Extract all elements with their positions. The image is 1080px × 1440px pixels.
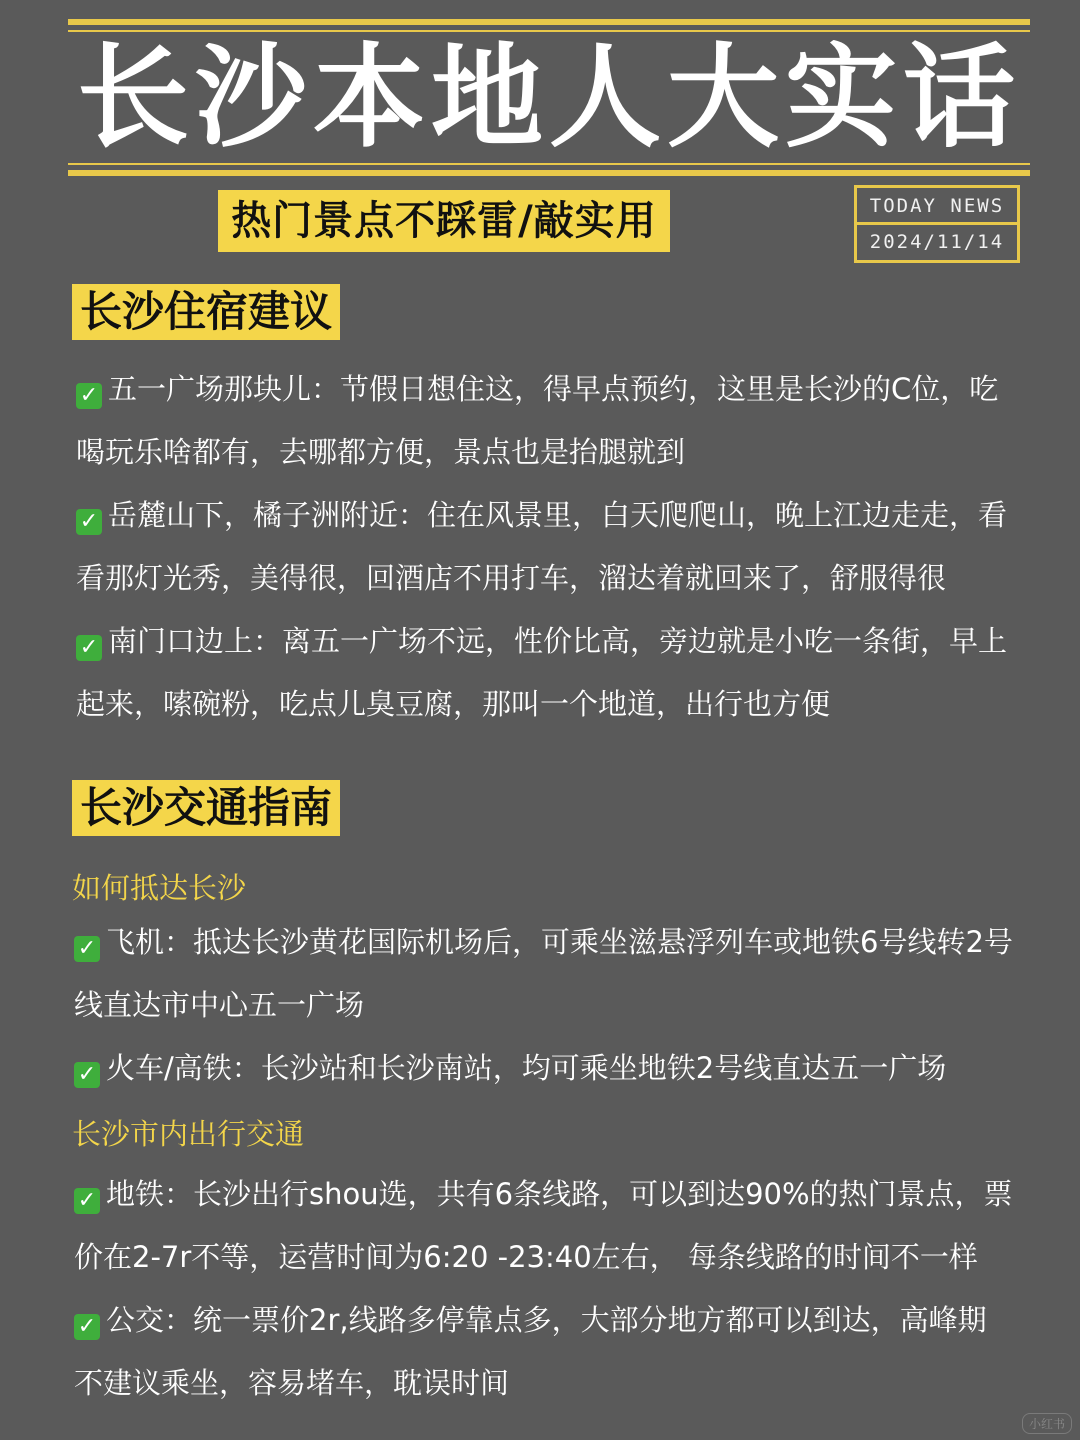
news-box-divider xyxy=(857,222,1017,225)
list-item-text: 火车/高铁：长沙站和长沙南站，均可乘坐地铁2号线直达五一广场 xyxy=(106,1051,947,1085)
list-item-text: 公交：统一票价2r,线路多停靠点多，大部分地方都可以到达，高峰期不建议乘坐，容易堵车，耽误时间 xyxy=(74,1303,987,1400)
list-item-text: 飞机：抵达长沙黄花国际机场后，可乘坐滋悬浮列车或地铁6号线转2号线直达市中心五一广场 xyxy=(74,925,1013,1022)
section-heading-transport: 长沙交通指南 xyxy=(72,780,340,836)
list-item-text: 五一广场那块儿：节假日想住这，得早点预约，这里是长沙的C位，吃喝玩乐啥都有，去哪都方便，景点也是抬腿就到 xyxy=(76,372,999,469)
list-item xyxy=(76,610,1016,736)
list-item xyxy=(76,484,1016,610)
news-date: 2024/11/14 xyxy=(869,231,1005,253)
check-mark-icon: ✓ xyxy=(76,635,102,661)
list-item-text: 岳麓山下，橘子洲附近：住在风景里，白天爬爬山，晚上江边走走，看看那灯光秀，美得很，回酒店不用打车，溜达着就回来了，舒服得很 xyxy=(76,498,1008,595)
list-item xyxy=(74,1289,1014,1415)
check-mark-icon: ✓ xyxy=(74,1062,100,1088)
check-mark-icon: ✓ xyxy=(76,383,102,409)
watermark: 小红书 xyxy=(1022,1413,1072,1434)
list-item xyxy=(76,358,1016,484)
bottom-rule-thin xyxy=(68,163,1030,165)
page-title: 长沙本地人大实话 xyxy=(77,33,1021,163)
check-mark-icon: ✓ xyxy=(74,936,100,962)
list-item xyxy=(74,1163,1014,1289)
check-mark-icon: ✓ xyxy=(74,1314,100,1340)
section-heading-accommodation: 长沙住宿建议 xyxy=(72,284,340,340)
news-date-box xyxy=(854,185,1020,263)
list-item xyxy=(74,1037,1014,1100)
news-label: TODAY NEWS xyxy=(869,195,1005,217)
top-rule-thick xyxy=(68,19,1030,25)
subheading-arrive: 如何抵达长沙 xyxy=(72,871,247,905)
check-mark-icon: ✓ xyxy=(76,509,102,535)
check-mark-icon: ✓ xyxy=(74,1188,100,1214)
list-item-text: 地铁：长沙出行shou选，共有6条线路，可以到达90%的热门景点，票价在2-7r不等，运营时间为6:20 -23:40左右， 每条线路的时间不一样 xyxy=(74,1177,1013,1274)
list-item-text: 南门口边上：离五一广场不远，性价比高，旁边就是小吃一条街，早上起来，嗦碗粉，吃点儿臭豆腐，那叫一个地道，出行也方便 xyxy=(76,624,1008,721)
bottom-rule-thick xyxy=(68,170,1030,176)
subtitle-banner: 热门景点不踩雷/敲实用 xyxy=(218,190,670,252)
subheading-city: 长沙市内出行交通 xyxy=(72,1117,305,1151)
list-item xyxy=(74,911,1014,1037)
top-rule-thin xyxy=(68,30,1030,32)
